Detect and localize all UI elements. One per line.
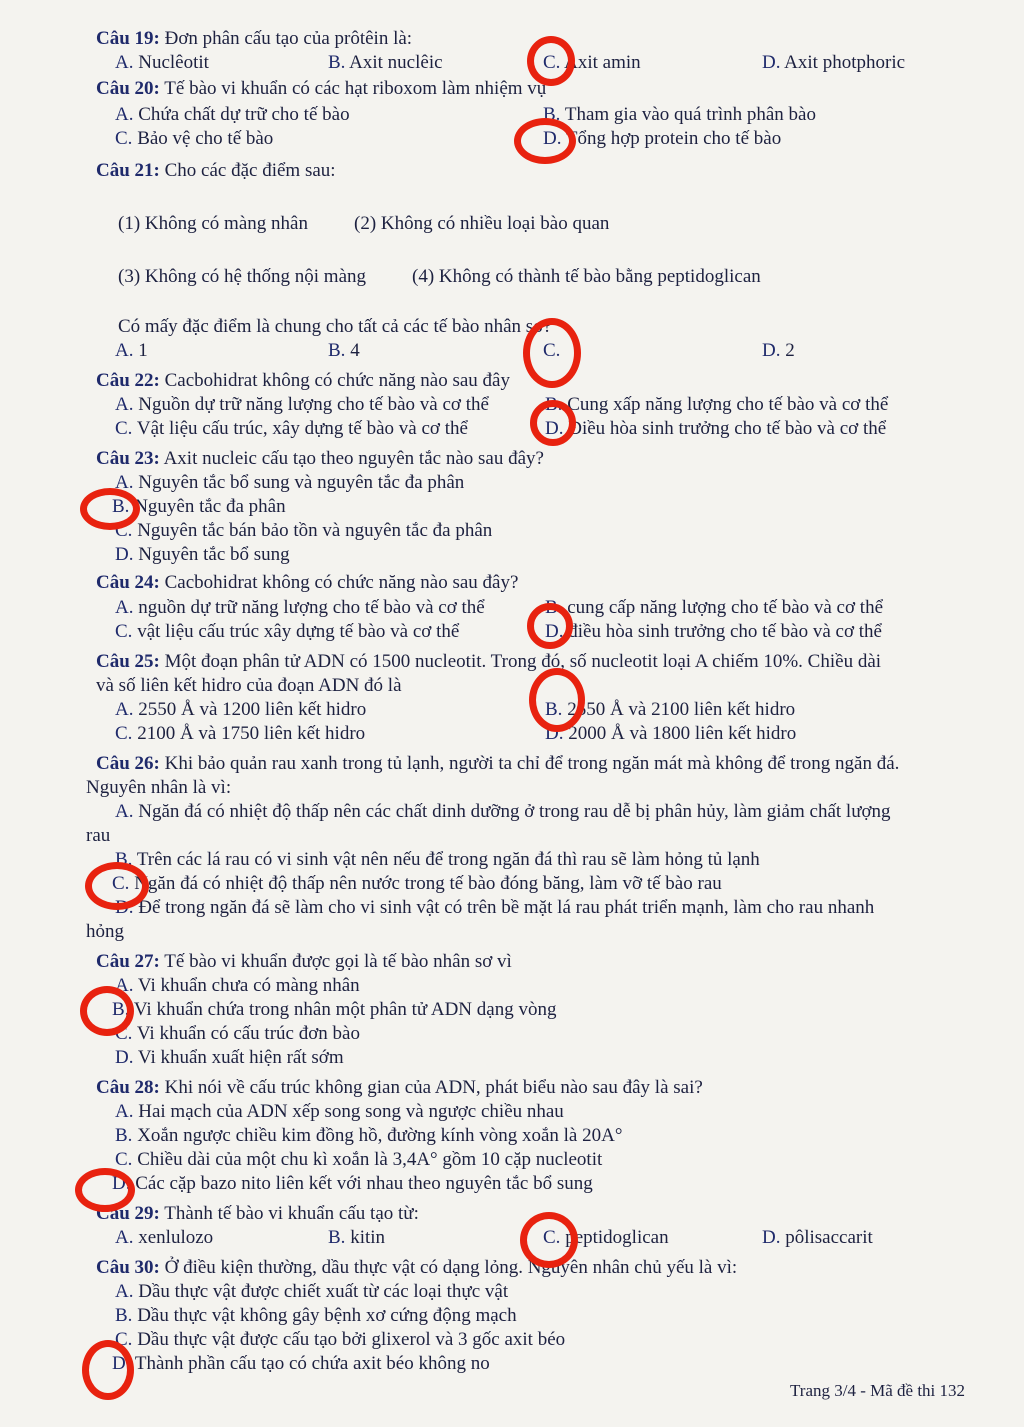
- option-d[interactable]: D. Tổng hợp protein cho tế bào: [543, 128, 782, 149]
- question-24: Câu 24: Cacbohidrat không có chức năng nào sau đây?: [96, 572, 519, 593]
- option-b[interactable]: B. Cung xấp năng lượng cho tế bào và cơ thể: [545, 394, 889, 415]
- page-footer: Trang 3/4 - Mã đề thi 132: [790, 1381, 966, 1400]
- feature-2: (2) Không có nhiều loại bào quan: [354, 213, 610, 234]
- question-25: Câu 25: Một đoạn phân tử ADN có 1500 nucleotit. Trong đó, số nucleotit loại A chiếm 10%. Chiều dài: [96, 651, 882, 672]
- option-c[interactable]: C.: [543, 340, 561, 361]
- question-28: Câu 28: Khi nói về cấu trúc không gian của ADN, phát biểu nào sau đây là sai?: [96, 1077, 703, 1098]
- option-b[interactable]: B. Tham gia vào quá trình phân bào: [543, 104, 816, 125]
- question-25-cont: và số liên kết hidro của đoạn ADN đó là: [96, 675, 402, 696]
- question-23: Câu 23: Axit nucleic cấu tạo theo nguyên tắc nào sau đây?: [96, 448, 544, 469]
- option-b[interactable]: B. 4: [328, 340, 360, 361]
- option-b[interactable]: B. kitin: [328, 1227, 386, 1248]
- question-30: Câu 30: Ở điều kiện thường, dầu thực vật có dạng lỏng. Nguyên nhân chủ yếu là vì:: [96, 1257, 738, 1278]
- answer-mark: [80, 488, 140, 530]
- answer-mark: [80, 986, 134, 1036]
- question-21: Câu 21: Cho các đặc điểm sau:: [96, 160, 336, 181]
- option-a[interactable]: A. Nuclêotit: [115, 52, 209, 73]
- answer-mark: [75, 1168, 135, 1212]
- option-d[interactable]: D. Axit photphoric: [762, 52, 906, 73]
- option-a[interactable]: A. Nguồn dự trữ năng lượng cho tế bào và cơ thể: [115, 394, 489, 415]
- option-c[interactable]: C. Vật liệu cấu trúc, xây dựng tế bào và cơ thể: [115, 418, 468, 439]
- option-c[interactable]: C. Bảo vệ cho tế bào: [115, 128, 274, 149]
- option-d[interactable]: D. Các cặp bazo nito liên kết với nhau theo nguyên tắc bổ sung: [112, 1173, 593, 1194]
- question-29: Câu 29: Thành tế bào vi khuẩn cấu tạo từ:: [96, 1203, 419, 1224]
- option-a[interactable]: A. Ngăn đá có nhiệt độ thấp nên các chất dinh dưỡng ở trong rau dễ bị phân hủy, làm giảm chất lượng: [115, 801, 891, 822]
- option-b[interactable]: B. Dầu thực vật không gây bệnh xơ cứng động mạch: [115, 1305, 517, 1326]
- option-b[interactable]: B. 2550 Å và 2100 liên kết hidro: [545, 699, 796, 720]
- question-26-cont: Nguyên nhân là vì:: [86, 777, 232, 798]
- answer-mark: [514, 118, 576, 164]
- question-27: Câu 27: Tế bào vi khuẩn được gọi là tế bào nhân sơ vì: [96, 951, 512, 972]
- option-b[interactable]: B. cung cấp năng lượng cho tế bào và cơ thể: [545, 597, 883, 618]
- question-20: Câu 20: Tế bào vi khuẩn có các hạt riboxom làm nhiệm vụ: [96, 78, 547, 99]
- option-c[interactable]: C. Chiều dài của một chu kì xoắn là 3,4A° gồm 10 cặp nucleotit: [115, 1149, 603, 1170]
- question-19: Câu 19: Đơn phân cấu tạo của prôtêin là:: [96, 28, 413, 49]
- option-a[interactable]: A. nguồn dự trữ năng lượng cho tế bào và cơ thể: [115, 597, 485, 618]
- answer-mark: [527, 603, 573, 649]
- answer-mark: [527, 36, 575, 86]
- question-prompt: Có mấy đặc điểm là chung cho tất cả các tế bào nhân sơ?: [118, 316, 552, 337]
- option-b[interactable]: B. Xoắn ngược chiều kim đồng hồ, đường kính vòng xoắn là 20A°: [115, 1125, 623, 1146]
- answer-mark: [85, 862, 149, 910]
- answer-mark: [523, 318, 581, 388]
- option-a-cont: rau: [86, 825, 111, 846]
- option-d[interactable]: D. Thành phần cấu tạo có chứa axit béo không no: [112, 1353, 490, 1374]
- option-a[interactable]: A. Dầu thực vật được chiết xuất từ các loại thực vật: [115, 1281, 509, 1302]
- option-c[interactable]: C. Nguyên tắc bán bảo tồn và nguyên tắc đa phân: [115, 520, 493, 541]
- option-a[interactable]: A. xenlulozo: [115, 1227, 214, 1248]
- option-a[interactable]: A. 1: [115, 340, 148, 361]
- option-d[interactable]: D. 2: [762, 340, 795, 361]
- option-c[interactable]: C. Dầu thực vật được cấu tạo bởi glixerol và 3 gốc axit béo: [115, 1329, 566, 1350]
- option-c[interactable]: C. 2100 Å và 1750 liên kết hidro: [115, 723, 366, 744]
- option-b[interactable]: B. Trên các lá rau có vi sinh vật nên nếu để trong ngăn đá thì rau sẽ làm hỏng tủ lạnh: [115, 849, 760, 870]
- option-a[interactable]: A. Vi khuẩn chưa có màng nhân: [115, 975, 360, 996]
- option-b[interactable]: B. Nguyên tắc đa phân: [112, 496, 286, 517]
- option-c[interactable]: C. Axit amin: [543, 52, 641, 73]
- option-c[interactable]: C. Vi khuẩn có cấu trúc đơn bào: [115, 1023, 360, 1044]
- option-a[interactable]: A. Chứa chất dự trữ cho tế bào: [115, 104, 350, 125]
- question-22: Câu 22: Cacbohidrat không có chức năng nào sau đây: [96, 370, 510, 391]
- answer-mark: [82, 1340, 134, 1400]
- option-a[interactable]: A. Nguyên tắc bổ sung và nguyên tắc đa phân: [115, 472, 465, 493]
- option-d-cont: hỏng: [86, 921, 124, 942]
- option-c[interactable]: C. Ngăn đá có nhiệt độ thấp nên nước trong tế bào đóng băng, làm vỡ tế bào rau: [112, 873, 722, 894]
- answer-mark: [529, 668, 585, 732]
- option-a[interactable]: A. Hai mạch của ADN xếp song song và ngược chiều nhau: [115, 1101, 564, 1122]
- feature-1: (1) Không có màng nhân: [118, 213, 308, 234]
- option-a[interactable]: A. 2550 Å và 1200 liên kết hidro: [115, 699, 367, 720]
- option-c[interactable]: C. peptidoglican: [543, 1227, 669, 1248]
- option-d[interactable]: D. Vi khuẩn xuất hiện rất sớm: [115, 1047, 344, 1068]
- option-d[interactable]: D. pôlisaccarit: [762, 1227, 873, 1248]
- option-b[interactable]: B. Vi khuẩn chứa trong nhân một phân tử ADN dạng vòng: [112, 999, 557, 1020]
- answer-mark: [520, 1212, 578, 1268]
- option-d[interactable]: D. điều hòa sinh trưởng cho tế bào và cơ thể: [545, 621, 882, 642]
- option-d[interactable]: D. Điều hòa sinh trưởng cho tế bào và cơ thể: [545, 418, 887, 439]
- question-26: Câu 26: Khi bảo quản rau xanh trong tủ lạnh, người ta chỉ để trong ngăn mát mà không để trong ngăn đá.: [96, 753, 900, 774]
- answer-mark: [530, 400, 576, 446]
- feature-3: (3) Không có hệ thống nội màng: [118, 266, 367, 287]
- option-c[interactable]: C. vật liệu cấu trúc xây dựng tế bào và cơ thể: [115, 621, 460, 642]
- option-d[interactable]: D. Nguyên tắc bổ sung: [115, 544, 290, 565]
- option-d[interactable]: D. Để trong ngăn đá sẽ làm cho vi sinh vật có trên bề mặt lá rau phát triển mạnh, làm cho rau nhanh: [115, 897, 875, 918]
- feature-4: (4) Không có thành tế bào bằng peptidoglican: [412, 266, 761, 287]
- option-d[interactable]: D. 2000 Å và 1800 liên kết hidro: [545, 723, 797, 744]
- option-b[interactable]: B. Axit nuclêic: [328, 52, 443, 73]
